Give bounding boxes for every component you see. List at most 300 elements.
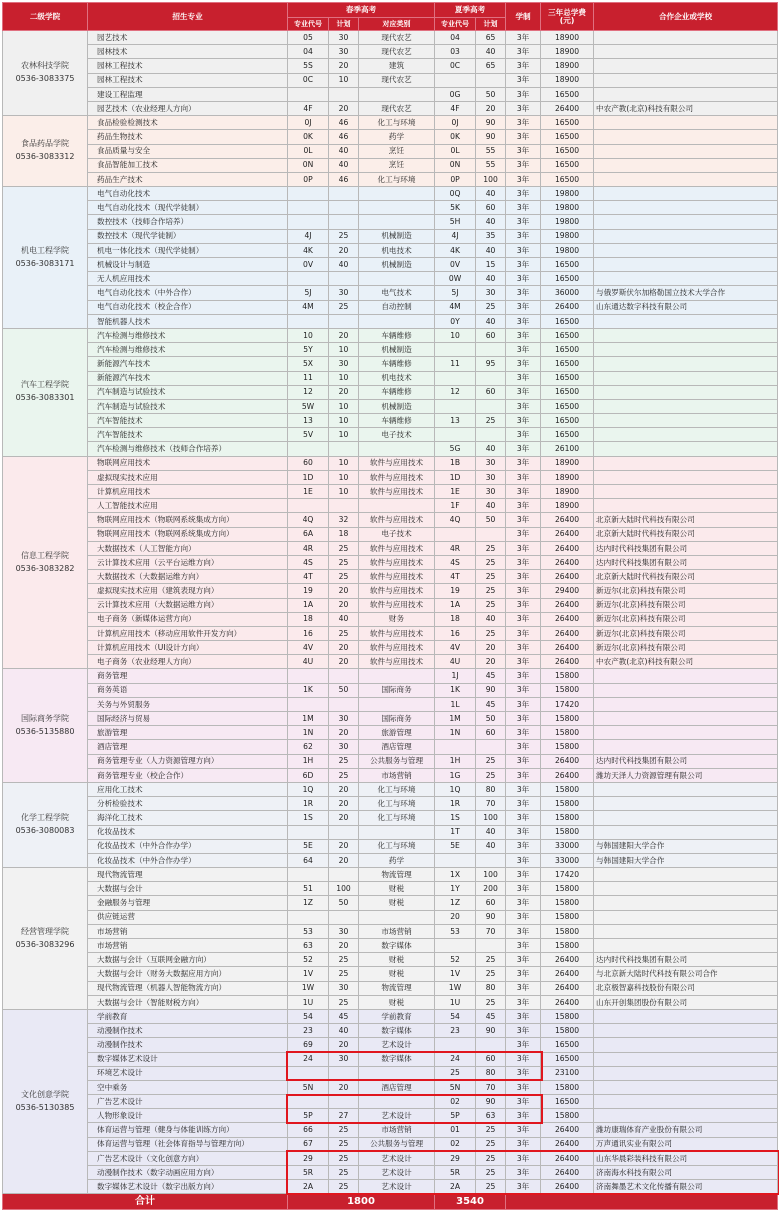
table-row (3, 697, 778, 711)
total-label: 合计 (3, 1194, 288, 1210)
summer-plan-cell: 70 (476, 1080, 506, 1094)
summer-code-cell: 5P (435, 1109, 476, 1123)
summer-plan-cell: 30 (476, 456, 506, 470)
tuition-cell: 16500 (541, 343, 594, 357)
duration-cell: 3年 (506, 995, 541, 1009)
summer-plan-cell: 100 (476, 172, 506, 186)
spring-category-cell: 财税 (359, 953, 435, 967)
major-cell: 化妆品技术（中外合作办学） (88, 853, 288, 867)
partner-cell (594, 1024, 778, 1038)
duration-cell: 3年 (506, 570, 541, 584)
spring-code-cell: 13 (288, 414, 329, 428)
major-cell: 虚拟现实技术应用（建筑表现方向） (88, 584, 288, 598)
summer-plan-cell: 45 (476, 697, 506, 711)
major-cell: 大数据与会计（财务大数据应用方向） (88, 967, 288, 981)
table-row (3, 839, 778, 853)
spring-plan-cell (329, 442, 359, 456)
table-row (3, 669, 778, 683)
partner-cell: 新迈尔(北京)科技有限公司 (594, 584, 778, 598)
tuition-cell: 26400 (541, 300, 594, 314)
summer-code-cell (435, 853, 476, 867)
spring-category-cell (359, 187, 435, 201)
spring-code-cell: 53 (288, 924, 329, 938)
spring-plan-cell: 25 (329, 768, 359, 782)
spring-code-cell: 1Z (288, 896, 329, 910)
duration-cell: 3年 (506, 456, 541, 470)
tuition-cell: 33000 (541, 853, 594, 867)
table-row (3, 712, 778, 726)
duration-cell: 3年 (506, 45, 541, 59)
summer-plan-cell: 70 (476, 797, 506, 811)
spring-plan-cell: 25 (329, 1123, 359, 1137)
spring-category-cell: 软件与应用技术 (359, 626, 435, 640)
spring-code-cell: 5Y (288, 343, 329, 357)
table-row (3, 726, 778, 740)
spring-plan-cell: 20 (329, 797, 359, 811)
spring-category-cell: 药学 (359, 853, 435, 867)
header-spring-plan: 计划 (329, 18, 359, 31)
summer-code-cell: 5R (435, 1166, 476, 1180)
tuition-cell: 16500 (541, 1095, 594, 1109)
table-row (3, 343, 778, 357)
duration-cell: 3年 (506, 811, 541, 825)
spring-code-cell (288, 272, 329, 286)
spring-category-cell: 艺术设计 (359, 1038, 435, 1052)
duration-cell: 3年 (506, 300, 541, 314)
tuition-cell: 16500 (541, 1038, 594, 1052)
spring-code-cell: 18 (288, 612, 329, 626)
major-cell: 现代物流管理（机器人智能物流方向） (88, 981, 288, 995)
spring-code-cell: 0V (288, 258, 329, 272)
spring-category-cell: 财税 (359, 882, 435, 896)
duration-cell: 3年 (506, 1137, 541, 1151)
spring-plan-cell: 40 (329, 1024, 359, 1038)
duration-cell: 3年 (506, 1009, 541, 1023)
tuition-cell: 15800 (541, 740, 594, 754)
table-row (3, 811, 778, 825)
spring-plan-cell (329, 1095, 359, 1109)
spring-code-cell: 5S (288, 59, 329, 73)
summer-plan-cell: 90 (476, 683, 506, 697)
table-row (3, 513, 778, 527)
summer-code-cell: 1R (435, 797, 476, 811)
spring-code-cell: 52 (288, 953, 329, 967)
college-cell (3, 456, 88, 669)
summer-code-cell: 5J (435, 286, 476, 300)
spring-category-cell (359, 87, 435, 101)
major-cell: 计算机应用技术（移动应用软件开发方向） (88, 626, 288, 640)
partner-cell: 新迈尔(北京)科技有限公司 (594, 626, 778, 640)
summer-code-cell (435, 939, 476, 953)
major-cell: 电气自动化技术（校企合作） (88, 300, 288, 314)
spring-plan-cell: 20 (329, 328, 359, 342)
spring-plan-cell: 40 (329, 158, 359, 172)
partner-cell (594, 1095, 778, 1109)
college-name: 信息工程学院 (5, 550, 85, 563)
duration-cell: 3年 (506, 399, 541, 413)
major-cell: 智能机器人技术 (88, 314, 288, 328)
summer-plan-cell (476, 399, 506, 413)
summer-plan-cell: 40 (476, 442, 506, 456)
spring-code-cell (288, 314, 329, 328)
tuition-cell: 16500 (541, 158, 594, 172)
table-row (3, 258, 778, 272)
tuition-cell: 15800 (541, 683, 594, 697)
table-row (3, 485, 778, 499)
header-tuition: 三年总学费 (元) (541, 3, 594, 31)
duration-cell: 3年 (506, 201, 541, 215)
spring-plan-cell (329, 1066, 359, 1080)
table-row (3, 882, 778, 896)
summer-plan-cell (476, 73, 506, 87)
tuition-cell: 18900 (541, 456, 594, 470)
spring-code-cell: 1N (288, 726, 329, 740)
spring-plan-cell: 20 (329, 1080, 359, 1094)
summer-plan-cell: 35 (476, 229, 506, 243)
duration-cell: 3年 (506, 1166, 541, 1180)
spring-plan-cell: 25 (329, 626, 359, 640)
footer-blank (506, 1194, 778, 1210)
duration-cell: 3年 (506, 797, 541, 811)
spring-category-cell: 软件与应用技术 (359, 470, 435, 484)
summer-plan-cell: 30 (476, 286, 506, 300)
header-college: 二级学院 (3, 3, 88, 31)
spring-plan-cell: 10 (329, 343, 359, 357)
summer-code-cell: 0C (435, 59, 476, 73)
tuition-cell: 26400 (541, 1123, 594, 1137)
tuition-cell: 16500 (541, 258, 594, 272)
major-cell: 云计算技术应用（大数据运维方向） (88, 598, 288, 612)
college-name: 机电工程学院 (5, 245, 85, 258)
spring-category-cell: 机械制造 (359, 258, 435, 272)
partner-cell (594, 272, 778, 286)
spring-plan-cell: 20 (329, 598, 359, 612)
tuition-cell: 18900 (541, 31, 594, 45)
spring-code-cell: 4V (288, 641, 329, 655)
spring-plan-cell: 30 (329, 1052, 359, 1066)
partner-cell: 北京新大陆时代科技有限公司 (594, 527, 778, 541)
spring-category-cell: 市场营销 (359, 768, 435, 782)
duration-cell: 3年 (506, 768, 541, 782)
summer-plan-cell: 90 (476, 1095, 506, 1109)
duration-cell: 3年 (506, 130, 541, 144)
spring-category-cell: 化工与环境 (359, 811, 435, 825)
duration-cell: 3年 (506, 31, 541, 45)
summer-plan-cell: 25 (476, 300, 506, 314)
major-cell: 旅游管理 (88, 726, 288, 740)
table-row (3, 314, 778, 328)
major-cell: 无人机应用技术 (88, 272, 288, 286)
major-cell: 酒店管理 (88, 740, 288, 754)
duration-cell: 3年 (506, 896, 541, 910)
college-name: 经营管理学院 (5, 926, 85, 939)
spring-code-cell: 1D (288, 470, 329, 484)
tuition-cell: 16500 (541, 130, 594, 144)
spring-category-cell: 烹饪 (359, 144, 435, 158)
duration-cell: 3年 (506, 782, 541, 796)
spring-category-cell: 化工与环境 (359, 797, 435, 811)
partner-cell: 与北京新大陆时代科技有限公司合作 (594, 967, 778, 981)
tuition-cell: 26400 (541, 612, 594, 626)
partner-cell (594, 1038, 778, 1052)
spring-category-cell: 软件与应用技术 (359, 655, 435, 669)
spring-category-cell: 公共服务与管理 (359, 1137, 435, 1151)
summer-code-cell: 01 (435, 1123, 476, 1137)
major-cell: 关务与外贸服务 (88, 697, 288, 711)
table-row (3, 300, 778, 314)
spring-plan-cell: 10 (329, 73, 359, 87)
table-row (3, 1166, 778, 1180)
major-cell: 动漫制作技术 (88, 1038, 288, 1052)
table-row (3, 158, 778, 172)
spring-code-cell: 6A (288, 527, 329, 541)
college-cell (3, 116, 88, 187)
tuition-cell: 15800 (541, 1109, 594, 1123)
spring-plan-cell: 25 (329, 1137, 359, 1151)
spring-code-cell (288, 201, 329, 215)
spring-plan-cell: 25 (329, 754, 359, 768)
spring-category-cell: 学前教育 (359, 1009, 435, 1023)
summer-plan-cell: 60 (476, 385, 506, 399)
spring-plan-cell: 40 (329, 612, 359, 626)
summer-code-cell: 1H (435, 754, 476, 768)
partner-cell (594, 215, 778, 229)
tuition-cell: 15800 (541, 910, 594, 924)
summer-code-cell: 02 (435, 1095, 476, 1109)
partner-cell (594, 399, 778, 413)
spring-plan-cell: 20 (329, 1038, 359, 1052)
summer-code-cell: 0V (435, 258, 476, 272)
spring-plan-cell: 50 (329, 896, 359, 910)
summer-plan-cell (476, 740, 506, 754)
summer-code-cell: 25 (435, 1066, 476, 1080)
tuition-cell: 15800 (541, 782, 594, 796)
tuition-cell: 26400 (541, 754, 594, 768)
duration-cell: 3年 (506, 726, 541, 740)
partner-cell (594, 59, 778, 73)
summer-code-cell: 5H (435, 215, 476, 229)
duration-cell: 3年 (506, 229, 541, 243)
summer-plan-cell: 30 (476, 470, 506, 484)
summer-plan-cell: 80 (476, 981, 506, 995)
summer-code-cell: 0Q (435, 187, 476, 201)
spring-category-cell (359, 1095, 435, 1109)
spring-code-cell: 0K (288, 130, 329, 144)
summer-code-cell: 02 (435, 1137, 476, 1151)
tuition-cell: 15800 (541, 669, 594, 683)
table-row (3, 272, 778, 286)
partner-cell (594, 73, 778, 87)
duration-cell: 3年 (506, 641, 541, 655)
partner-cell (594, 910, 778, 924)
spring-category-cell: 电子技术 (359, 527, 435, 541)
summer-plan-cell: 45 (476, 1009, 506, 1023)
tuition-cell: 26400 (541, 570, 594, 584)
spring-code-cell: 62 (288, 740, 329, 754)
summer-plan-cell: 30 (476, 485, 506, 499)
spring-code-cell: 4R (288, 541, 329, 555)
table-row (3, 797, 778, 811)
summer-code-cell: 4R (435, 541, 476, 555)
spring-category-cell: 数字媒体 (359, 1024, 435, 1038)
spring-category-cell: 机械制造 (359, 229, 435, 243)
table-row (3, 31, 778, 45)
table-row (3, 995, 778, 1009)
duration-cell: 3年 (506, 967, 541, 981)
summer-code-cell: 1N (435, 726, 476, 740)
tuition-cell: 15800 (541, 1024, 594, 1038)
duration-cell: 3年 (506, 442, 541, 456)
partner-cell (594, 485, 778, 499)
spring-code-cell: 1U (288, 995, 329, 1009)
summer-code-cell: 1Z (435, 896, 476, 910)
college-cell (3, 782, 88, 867)
table-row (3, 1052, 778, 1066)
summer-code-cell: 54 (435, 1009, 476, 1023)
summer-plan-cell: 20 (476, 101, 506, 115)
major-cell: 云计算技术应用（云平台运维方向） (88, 555, 288, 569)
table-row (3, 924, 778, 938)
spring-category-cell: 艺术设计 (359, 1151, 435, 1165)
partner-cell (594, 442, 778, 456)
summer-code-cell: 4U (435, 655, 476, 669)
tuition-cell: 16500 (541, 116, 594, 130)
summer-plan-cell: 25 (476, 626, 506, 640)
spring-category-cell: 旅游管理 (359, 726, 435, 740)
duration-cell: 3年 (506, 1066, 541, 1080)
tuition-cell: 15800 (541, 924, 594, 938)
spring-plan-cell: 10 (329, 485, 359, 499)
major-cell: 海洋化工技术 (88, 811, 288, 825)
duration-cell: 3年 (506, 357, 541, 371)
duration-cell: 3年 (506, 1080, 541, 1094)
summer-plan-cell: 60 (476, 1052, 506, 1066)
spring-code-cell: 0C (288, 73, 329, 87)
spring-code-cell: 1M (288, 712, 329, 726)
tuition-cell: 19800 (541, 243, 594, 257)
tuition-cell: 26400 (541, 1166, 594, 1180)
partner-cell: 与俄罗斯伏尔加格勒国立技术大学合作 (594, 286, 778, 300)
partner-cell (594, 45, 778, 59)
major-cell: 汽车智能技术 (88, 428, 288, 442)
duration-cell: 3年 (506, 371, 541, 385)
major-cell: 电气自动化技术（现代学徒制） (88, 201, 288, 215)
summer-code-cell: 0G (435, 87, 476, 101)
table-row (3, 243, 778, 257)
summer-plan-cell: 200 (476, 882, 506, 896)
major-cell: 数字媒体艺术设计（数字出版方向） (88, 1180, 288, 1194)
spring-category-cell: 现代农艺 (359, 73, 435, 87)
header-duration: 学制 (506, 3, 541, 31)
duration-cell: 3年 (506, 158, 541, 172)
tuition-cell: 16500 (541, 1052, 594, 1066)
spring-plan-cell: 10 (329, 470, 359, 484)
spring-plan-cell: 46 (329, 130, 359, 144)
summer-code-cell: 1S (435, 811, 476, 825)
duration-cell: 3年 (506, 683, 541, 697)
spring-plan-cell (329, 314, 359, 328)
duration-cell: 3年 (506, 215, 541, 229)
partner-cell (594, 158, 778, 172)
table-row (3, 1009, 778, 1023)
tuition-cell: 18900 (541, 59, 594, 73)
table-row (3, 853, 778, 867)
major-cell: 园艺技术 (88, 31, 288, 45)
tuition-cell: 15800 (541, 882, 594, 896)
summer-plan-cell: 40 (476, 215, 506, 229)
duration-cell: 3年 (506, 1095, 541, 1109)
spring-category-cell: 车辆维修 (359, 357, 435, 371)
tuition-cell: 16500 (541, 144, 594, 158)
partner-cell (594, 1052, 778, 1066)
spring-plan-cell (329, 201, 359, 215)
summer-code-cell: 1A (435, 598, 476, 612)
duration-cell: 3年 (506, 882, 541, 896)
summer-plan-cell (476, 371, 506, 385)
summer-plan-cell: 25 (476, 1151, 506, 1165)
spring-plan-cell: 25 (329, 995, 359, 1009)
table-row (3, 101, 778, 115)
table-row (3, 187, 778, 201)
summer-code-cell: 5E (435, 839, 476, 853)
partner-cell (594, 258, 778, 272)
summer-code-cell: 0W (435, 272, 476, 286)
partner-cell (594, 1009, 778, 1023)
summer-code-cell: 1T (435, 825, 476, 839)
spring-plan-cell: 25 (329, 1166, 359, 1180)
table-row (3, 754, 778, 768)
spring-code-cell (288, 215, 329, 229)
partner-cell: 山东华晨彩装科技有限公司 (594, 1151, 778, 1165)
spring-plan-cell: 20 (329, 655, 359, 669)
spring-plan-cell: 10 (329, 371, 359, 385)
major-cell: 食品检验检测技术 (88, 116, 288, 130)
summer-code-cell: 1V (435, 967, 476, 981)
table-row (3, 541, 778, 555)
college-phone: 0536-3083171 (5, 258, 85, 271)
summer-plan-cell: 40 (476, 45, 506, 59)
summer-plan-cell: 50 (476, 87, 506, 101)
duration-cell: 3年 (506, 626, 541, 640)
tuition-cell: 26400 (541, 527, 594, 541)
summer-code-cell (435, 371, 476, 385)
partner-cell: 潍坊天泽人力资源管理有限公司 (594, 768, 778, 782)
spring-plan-cell: 20 (329, 641, 359, 655)
spring-plan-cell: 10 (329, 428, 359, 442)
table-row (3, 371, 778, 385)
partner-cell (594, 882, 778, 896)
table-row (3, 584, 778, 598)
tuition-cell: 18900 (541, 45, 594, 59)
summer-plan-cell: 25 (476, 414, 506, 428)
spring-code-cell: 0P (288, 172, 329, 186)
spring-plan-cell: 46 (329, 116, 359, 130)
table-row (3, 1109, 778, 1123)
header-spring-code: 专业代号 (288, 18, 329, 31)
spring-code-cell: 5P (288, 1109, 329, 1123)
spring-plan-cell: 10 (329, 414, 359, 428)
spring-category-cell: 艺术设计 (359, 1109, 435, 1123)
partner-cell: 达内时代科技集团有限公司 (594, 754, 778, 768)
spring-code-cell: 0J (288, 116, 329, 130)
spring-category-cell: 财务 (359, 612, 435, 626)
header-summer: 夏季高考 (435, 3, 506, 18)
spring-category-cell (359, 669, 435, 683)
major-cell: 金融服务与管理 (88, 896, 288, 910)
partner-cell (594, 740, 778, 754)
tuition-cell: 26400 (541, 953, 594, 967)
spring-category-cell: 现代农艺 (359, 101, 435, 115)
